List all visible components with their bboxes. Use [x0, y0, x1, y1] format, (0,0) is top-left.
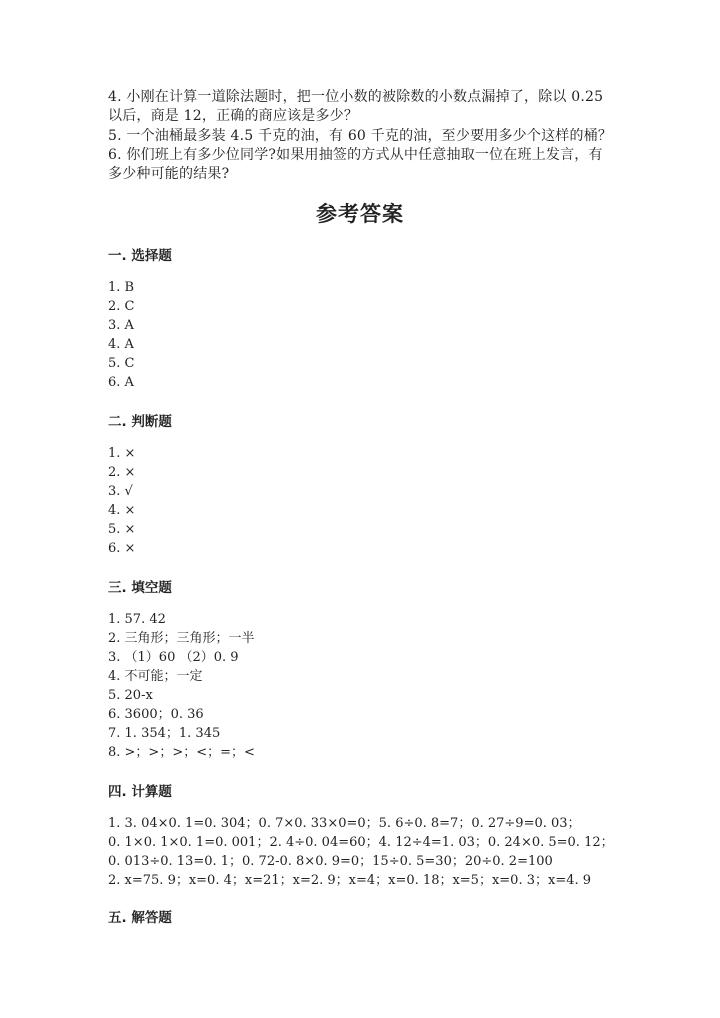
section-heading-word-problems: 五. 解答题: [108, 910, 172, 926]
answer-item: 0. 013÷0. 13=0. 1；0. 72-0. 8×0. 9=0；15÷0. 5=30；20÷0. 2=100: [108, 854, 553, 869]
answer-item: 7. 1. 354；1. 345: [108, 726, 221, 741]
answer-item: 2. ×: [108, 465, 136, 480]
answer-item: 3. （1）60 （2）0. 9: [108, 650, 239, 665]
answer-item: 2. 三角形；三角形；一半: [108, 631, 255, 646]
answer-item: 5. 20-x: [108, 688, 153, 703]
answer-item: 1. B: [108, 280, 135, 295]
answer-item: 4. ×: [108, 503, 136, 518]
answer-item: 3. A: [108, 318, 134, 333]
answer-item: 0. 1×0. 1×0. 1=0. 001；2. 4÷0. 04=60；4. 12÷4=1. 03；0. 24×0. 5=0. 12；: [108, 835, 614, 850]
answer-item: 6. 3600；0. 36: [108, 707, 204, 722]
question-6-line-1: 6. 你们班上有多少位同学?如果用抽签的方式从中任意抽取一位在班上发言，有: [108, 147, 603, 163]
answer-title: 参考答案: [316, 202, 404, 226]
answer-item: 2. C: [108, 299, 135, 314]
answer-item: 6. ×: [108, 541, 136, 556]
answer-item: 2. x=75. 9；x=0. 4；x=21；x=2. 9；x=4；x=0. 18；x=5；x=0. 3；x=4. 9: [108, 873, 592, 888]
section-heading-true-false: 二. 判断题: [108, 414, 172, 430]
answer-item: 5. C: [108, 356, 135, 371]
section-heading-calculation: 四. 计算题: [108, 784, 172, 800]
answer-item: 1. ×: [108, 446, 136, 461]
answer-item: 1. 57. 42: [108, 612, 166, 627]
question-4-line-2: 以后，商是 12，正确的商应该是多少？: [108, 108, 359, 124]
section-heading-choice: 一. 选择题: [108, 248, 172, 264]
answer-item: 5. ×: [108, 522, 136, 537]
answer-item: 8. >；>；>；<；=；<: [108, 745, 255, 760]
question-6-line-2: 多少种可能的结果?: [108, 166, 230, 182]
answer-item: 1. 3. 04×0. 1=0. 304；0. 7×0. 33×0=0；5. 6÷0. 8=7；0. 27÷9=0. 03；: [108, 816, 581, 831]
answer-item: 6. A: [108, 375, 134, 390]
answer-item: 4. A: [108, 337, 134, 352]
answer-item: 3. √: [108, 484, 133, 499]
answer-item: 4. 不可能；一定: [108, 669, 203, 684]
question-4-line-1: 4. 小刚在计算一道除法题时，把一位小数的被除数的小数点漏掉了，除以 0.25: [108, 89, 604, 105]
section-heading-fill-blank: 三. 填空题: [108, 580, 172, 596]
question-5: 5. 一个油桶最多装 4.5 千克的油，有 60 千克的油，至少要用多少个这样的桶？: [108, 128, 613, 144]
